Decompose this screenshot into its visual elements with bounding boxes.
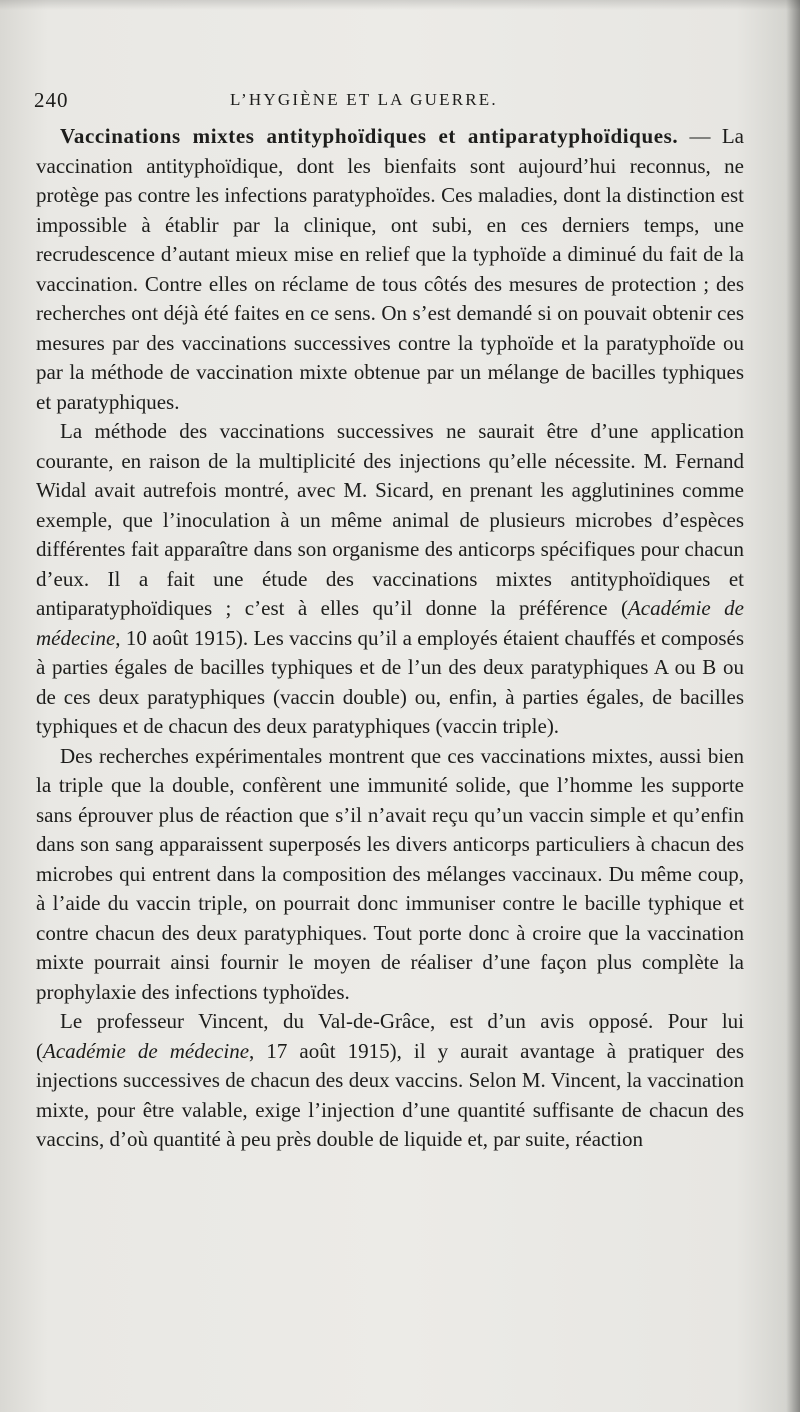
page-binding-shadow (786, 0, 800, 1412)
paragraph-3-text: Des recherches expérimentales montrent que ces vaccinations mixtes, aussi bien la triple que la double, confèrent une immunité solide, que l’homme les supporte sans éprouver plus de réaction que s’il n’avait reçu qu’un vaccin simple et qu’enfin dans son sang apparaissent superposés les divers anticorps particuliers à chacun des microbes qui entrent dans la composition des mélanges vaccinaux. Du même coup, à l’aide du vaccin triple, on pourrait donc immuniser contre le bacille typhique et contre chacun des deux paratyphiques. Tout porte donc à croire que la vaccination mixte pourrait ainsi fournir le moyen de réaliser d’une façon plus complète la prophylaxie des infections typhoïdes. (36, 743, 744, 1004)
paragraph-2-text-a: La méthode des vaccinations successives ne saurait être d’une application courante, en raison de la multiplicité des injections qu’elle nécessite. M. Fernand Widal avait autrefois montré, avec M. Sicard, en prenant les agglutinines comme exemple, que l’inoculation à un même animal de plusieurs microbes d’espèces différentes fait apparaître dans son organisme des anticorps spécifiques pour chacun d’eux. Il a fait une étude des vaccinations mixtes antityphoïdiques et antiparatyphoïdiques ; c’est à elles qu’il donne la préférence ( (36, 419, 744, 620)
paragraph-3 (36, 742, 744, 1008)
page-header (34, 88, 754, 114)
paragraph-2-text-b: , 10 août 1915). Les vaccins qu’il a employés étaient chauffés et composés à parties égales de bacilles typhiques et de l’un des deux paratyphiques A ou B ou de ces deux paratyphiques (vaccin double) ou, enfin, à parties égales, de bacilles typhiques et de chacun des deux paratyphiques (vaccin triple). (36, 625, 744, 738)
body-text (36, 122, 744, 1155)
paragraph-2-citation: Académie de médecine (36, 596, 744, 650)
paragraph-1-text: — La vaccination antityphoïdique, dont les bienfaits sont aujourd’hui reconnus, ne protège pas contre les infections paratyphoïdes. Ces maladies, dont la distinction est impossible à établir par la clinique, ont subi, en ces derniers temps, une recrudescence d’autant mieux mise en relief que la typhoïde a diminué du fait de la vaccination. Contre elles on réclame de tous côtés des mesures de protection ; des recherches ont déjà été faites en ce sens. On s’est demandé si on pouvait obtenir ces mesures par des vaccinations successives contre la typhoïde et la paratyphoïde ou par la méthode de vaccination mixte obtenue par un mélange de bacilles typhiques et paratyphiques. (36, 124, 744, 414)
paragraph-4 (36, 1007, 744, 1155)
section-title: Vaccinations mixtes antityphoïdiques et antiparatyphoïdiques. (60, 124, 679, 148)
paragraph-1 (36, 122, 744, 417)
page-top-shadow (0, 0, 800, 10)
paragraph-2 (36, 417, 744, 742)
paragraph-4-text-b: , 17 août 1915), il y aurait avantage à pratiquer des injections successives de chacun des deux vaccins. Selon M. Vincent, la vaccination mixte, pour être valable, exige l’injection d’une quantité suffisante de chacun des vaccins, d’où quantité à peu près double de liquide et, par suite, réaction (36, 1038, 744, 1151)
paragraph-4-text-a: Le professeur Vincent, du Val-de-Grâce, est d’un avis opposé. Pour lui ( (36, 1009, 744, 1063)
running-head: L’HYGIÈNE ET LA GUERRE. (230, 90, 498, 109)
paragraph-4-citation: Académie de médecine (43, 1038, 250, 1063)
page-number: 240 (34, 88, 69, 112)
